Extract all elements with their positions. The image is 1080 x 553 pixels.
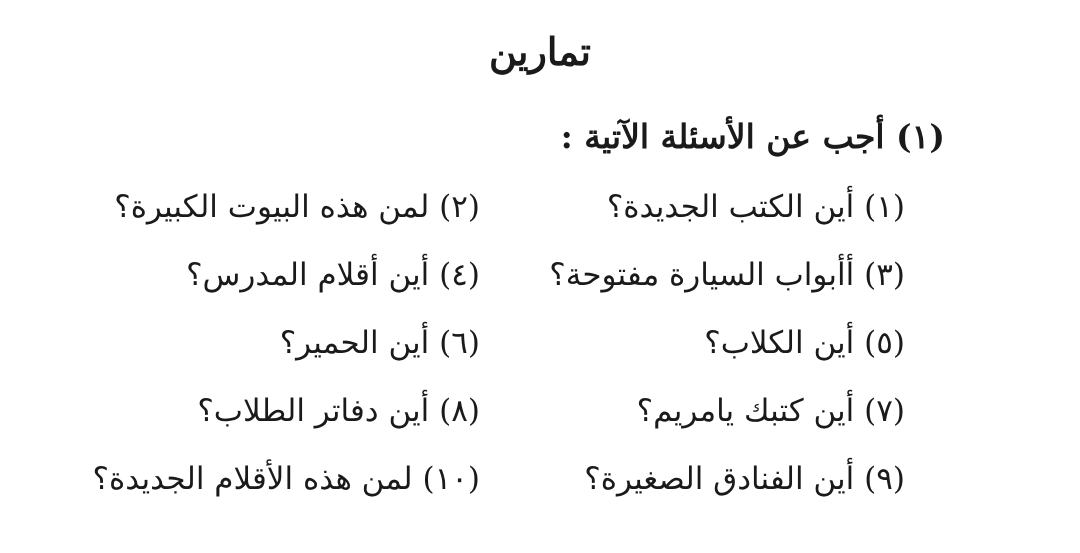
exercise-instruction: (١) أجب عن الأسئلة الآتية : bbox=[560, 117, 945, 156]
question-3: (٣) أأبواب السيارة مفتوحة؟ bbox=[549, 257, 905, 293]
question-10: (١٠) لمن هذه الأقلام الجديدة؟ bbox=[92, 461, 480, 497]
questions-grid bbox=[92, 180, 905, 520]
page-title: تمارين bbox=[489, 29, 591, 74]
question-5: (٥) أين الكلاب؟ bbox=[704, 325, 905, 361]
question-9: (٩) أين الفنادق الصغيرة؟ bbox=[584, 461, 905, 497]
question-1: (١) أين الكتب الجديدة؟ bbox=[606, 189, 905, 225]
question-8: (٨) أين دفاتر الطلاب؟ bbox=[197, 393, 480, 429]
question-2: (٢) لمن هذه البيوت الكبيرة؟ bbox=[114, 189, 480, 225]
question-4: (٤) أين أقلام المدرس؟ bbox=[186, 257, 480, 293]
question-7: (٧) أين كتبك يامريم؟ bbox=[636, 393, 905, 429]
question-6: (٦) أين الحمير؟ bbox=[279, 325, 480, 361]
